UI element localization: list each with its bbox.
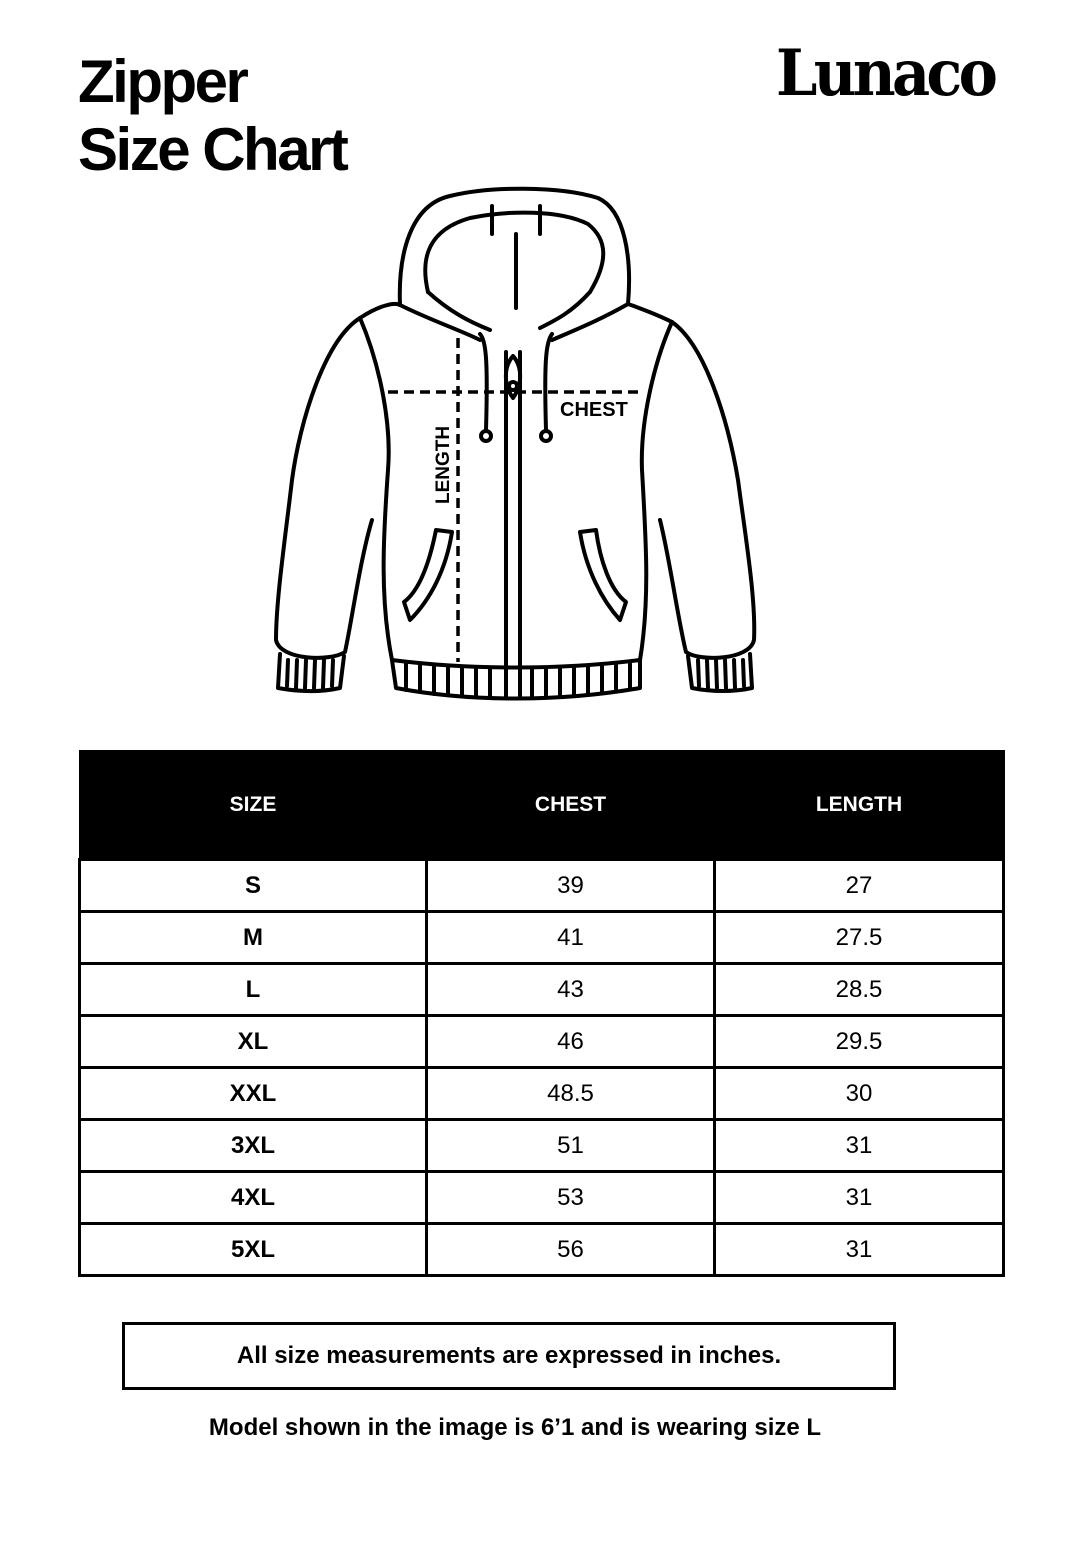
- right-pocket: [580, 530, 626, 620]
- table-row: [80, 1120, 1004, 1172]
- brand-logo: Lunaco: [775, 36, 994, 111]
- right-sleeve: [660, 322, 754, 658]
- length-cell: 30: [715, 1068, 1004, 1120]
- size-cell: XL: [80, 1016, 427, 1068]
- length-cell: 31: [715, 1172, 1004, 1224]
- chest-cell: 46: [427, 1016, 715, 1068]
- drawstring-right: [545, 334, 552, 430]
- header-size: SIZE: [80, 751, 427, 860]
- size-cell: 5XL: [80, 1224, 427, 1276]
- table-row: [80, 1068, 1004, 1120]
- left-pocket: [404, 530, 452, 620]
- size-cell: XXL: [80, 1068, 427, 1120]
- size-cell: 3XL: [80, 1120, 427, 1172]
- length-cell: 29.5: [715, 1016, 1004, 1068]
- chest-cell: 56: [427, 1224, 715, 1276]
- table-header-row: [80, 751, 1004, 860]
- size-cell: L: [80, 964, 427, 1016]
- chest-cell: 53: [427, 1172, 715, 1224]
- chest-cell: 48.5: [427, 1068, 715, 1120]
- length-cell: 28.5: [715, 964, 1004, 1016]
- hoodie-illustration: [262, 180, 772, 710]
- length-cell: 31: [715, 1224, 1004, 1276]
- left-sleeve: [276, 318, 372, 658]
- title-line-1: Zipper: [78, 48, 247, 115]
- length-cell: 27.5: [715, 912, 1004, 964]
- table-row: [80, 964, 1004, 1016]
- size-chart-table: [78, 750, 1005, 1277]
- units-note: [122, 1322, 896, 1390]
- chest-cell: 43: [427, 964, 715, 1016]
- drawstring-left: [480, 334, 487, 430]
- zipper: [506, 352, 520, 697]
- length-label: LENGTH: [433, 425, 454, 504]
- size-cell: 4XL: [80, 1172, 427, 1224]
- chest-cell: 51: [427, 1120, 715, 1172]
- size-cell: S: [80, 860, 427, 912]
- header-length: LENGTH: [715, 751, 1004, 860]
- hood-rim: [400, 304, 628, 340]
- table-row: [80, 1224, 1004, 1276]
- table-row: [80, 1016, 1004, 1068]
- model-note: Model shown in the image is 6’1 and is wearing size L: [208, 1414, 822, 1441]
- page-title: [78, 48, 346, 184]
- length-cell: 27: [715, 860, 1004, 912]
- chest-label: CHEST: [560, 399, 628, 421]
- size-cell: M: [80, 912, 427, 964]
- chest-cell: 41: [427, 912, 715, 964]
- table-row: [80, 860, 1004, 912]
- units-note-text: All size measurements are expressed in inches.: [236, 1342, 782, 1369]
- table-row: [80, 912, 1004, 964]
- hood-seam: [492, 206, 540, 308]
- chest-cell: 39: [427, 860, 715, 912]
- header-chest: CHEST: [427, 751, 715, 860]
- table-row: [80, 1172, 1004, 1224]
- title-line-2: Size Chart: [78, 116, 347, 183]
- length-cell: 31: [715, 1120, 1004, 1172]
